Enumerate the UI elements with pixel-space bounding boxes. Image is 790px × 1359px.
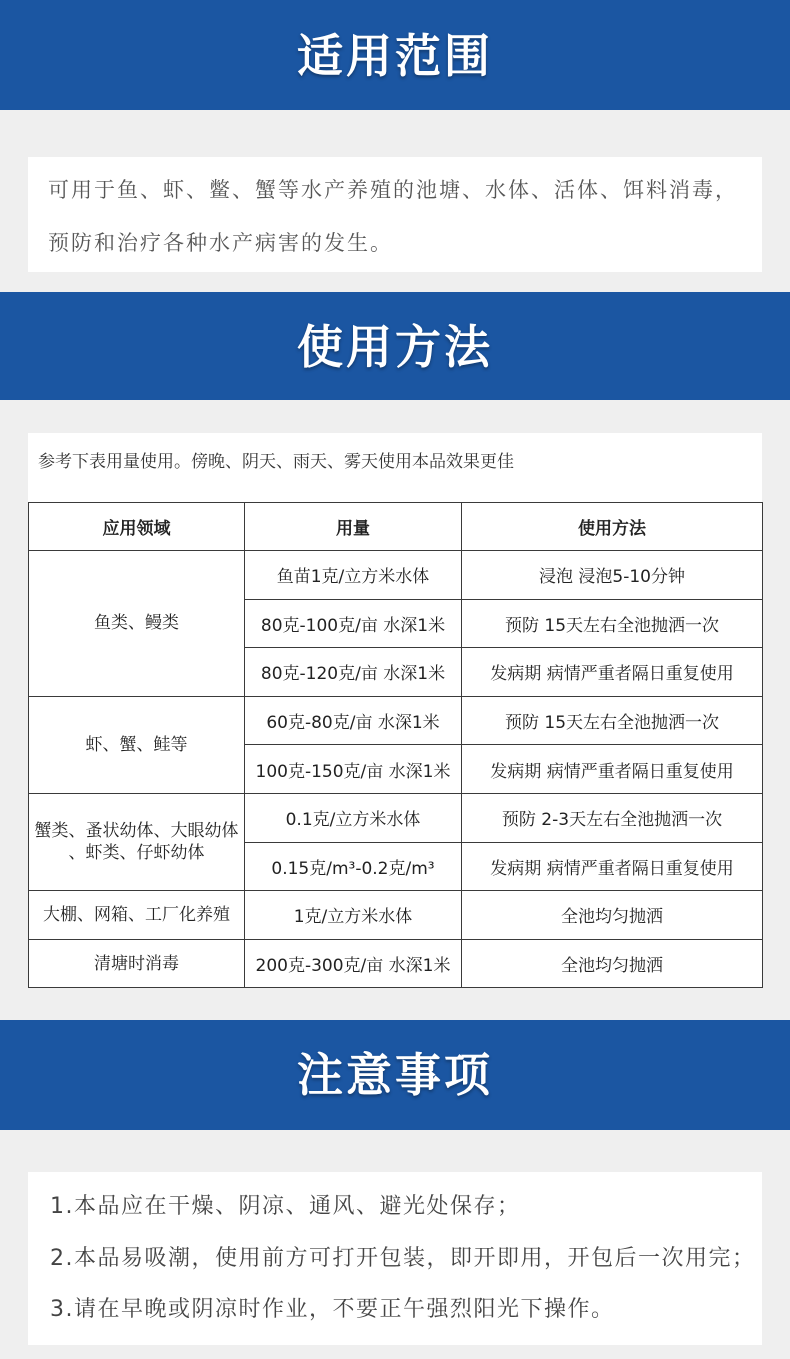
scope-title: 适用范围 bbox=[297, 29, 493, 83]
dose-cell: 1克/立方米水体 bbox=[245, 891, 462, 940]
table-header-row bbox=[29, 503, 763, 551]
field-cell bbox=[29, 891, 245, 940]
dose-cell: 100克-150克/亩 水深1米 bbox=[245, 745, 462, 794]
field-cell bbox=[29, 939, 245, 988]
dose-cell: 0.1克/立方米水体 bbox=[245, 793, 462, 842]
dose-cell: 鱼苗1克/立方米水体 bbox=[245, 551, 462, 600]
note-item: 1.本品应在干燥、阴凉、通风、避光处保存； bbox=[50, 1194, 521, 1219]
field-text: 、虾类、仔虾幼体 bbox=[68, 843, 205, 864]
usage-card bbox=[28, 433, 762, 988]
field-text: 蟹类、蚤状幼体、大眼幼体 bbox=[34, 821, 239, 842]
notes-card bbox=[28, 1172, 762, 1345]
field-text: 鱼类、鳗类 bbox=[94, 613, 179, 634]
field-cell bbox=[29, 696, 245, 793]
table-row bbox=[29, 891, 763, 940]
field-text: 虾、蟹、鲑等 bbox=[85, 734, 188, 755]
field-text: 清塘时消毒 bbox=[94, 953, 179, 974]
method-cell: 全池均匀抛洒 bbox=[462, 891, 763, 940]
dose-cell: 0.15克/m³-0.2克/m³ bbox=[245, 842, 462, 891]
usage-title: 使用方法 bbox=[297, 320, 493, 374]
method-cell: 浸泡 浸泡5-10分钟 bbox=[462, 551, 763, 600]
dose-cell: 80克-120克/亩 水深1米 bbox=[245, 648, 462, 697]
table-row bbox=[29, 696, 763, 745]
usage-intro: 参考下表用量使用。傍晚、阴天、雨天、雾天使用本品效果更佳 bbox=[38, 452, 514, 472]
field-cell bbox=[29, 551, 245, 697]
dose-cell: 200克-300克/亩 水深1米 bbox=[245, 939, 462, 988]
usage-banner bbox=[0, 292, 790, 400]
method-cell: 预防 15天左右全池抛洒一次 bbox=[462, 696, 763, 745]
dose-cell: 80克-100克/亩 水深1米 bbox=[245, 599, 462, 648]
method-cell: 发病期 病情严重者隔日重复使用 bbox=[462, 745, 763, 794]
field-text: 大棚、网箱、工厂化养殖 bbox=[43, 904, 230, 925]
table-row bbox=[29, 939, 763, 988]
dosage-table bbox=[28, 502, 763, 988]
scope-line: 可用于鱼、虾、鳖、蟹等水产养殖的池塘、水体、活体、饵料消毒， bbox=[48, 178, 738, 202]
notes-banner bbox=[0, 1020, 790, 1130]
header-method: 使用方法 bbox=[462, 503, 763, 551]
field-cell bbox=[29, 793, 245, 890]
method-cell: 发病期 病情严重者隔日重复使用 bbox=[462, 648, 763, 697]
table-row bbox=[29, 551, 763, 600]
note-item: 3.请在早晚或阴凉时作业，不要正午强烈阳光下操作。 bbox=[50, 1297, 615, 1322]
method-cell: 预防 15天左右全池抛洒一次 bbox=[462, 599, 763, 648]
scope-line: 预防和治疗各种水产病害的发生。 bbox=[48, 231, 393, 255]
dose-cell: 60克-80克/亩 水深1米 bbox=[245, 696, 462, 745]
method-cell: 预防 2-3天左右全池抛洒一次 bbox=[462, 793, 763, 842]
method-cell: 全池均匀抛洒 bbox=[462, 939, 763, 988]
table-row bbox=[29, 793, 763, 842]
method-cell: 发病期 病情严重者隔日重复使用 bbox=[462, 842, 763, 891]
header-dose: 用量 bbox=[245, 503, 462, 551]
notes-title: 注意事项 bbox=[297, 1048, 493, 1102]
note-item: 2.本品易吸潮，使用前方可打开包装，即开即用，开包后一次用完； bbox=[50, 1245, 756, 1271]
scope-banner bbox=[0, 0, 790, 110]
scope-card bbox=[28, 157, 762, 272]
header-field: 应用领域 bbox=[29, 503, 245, 551]
